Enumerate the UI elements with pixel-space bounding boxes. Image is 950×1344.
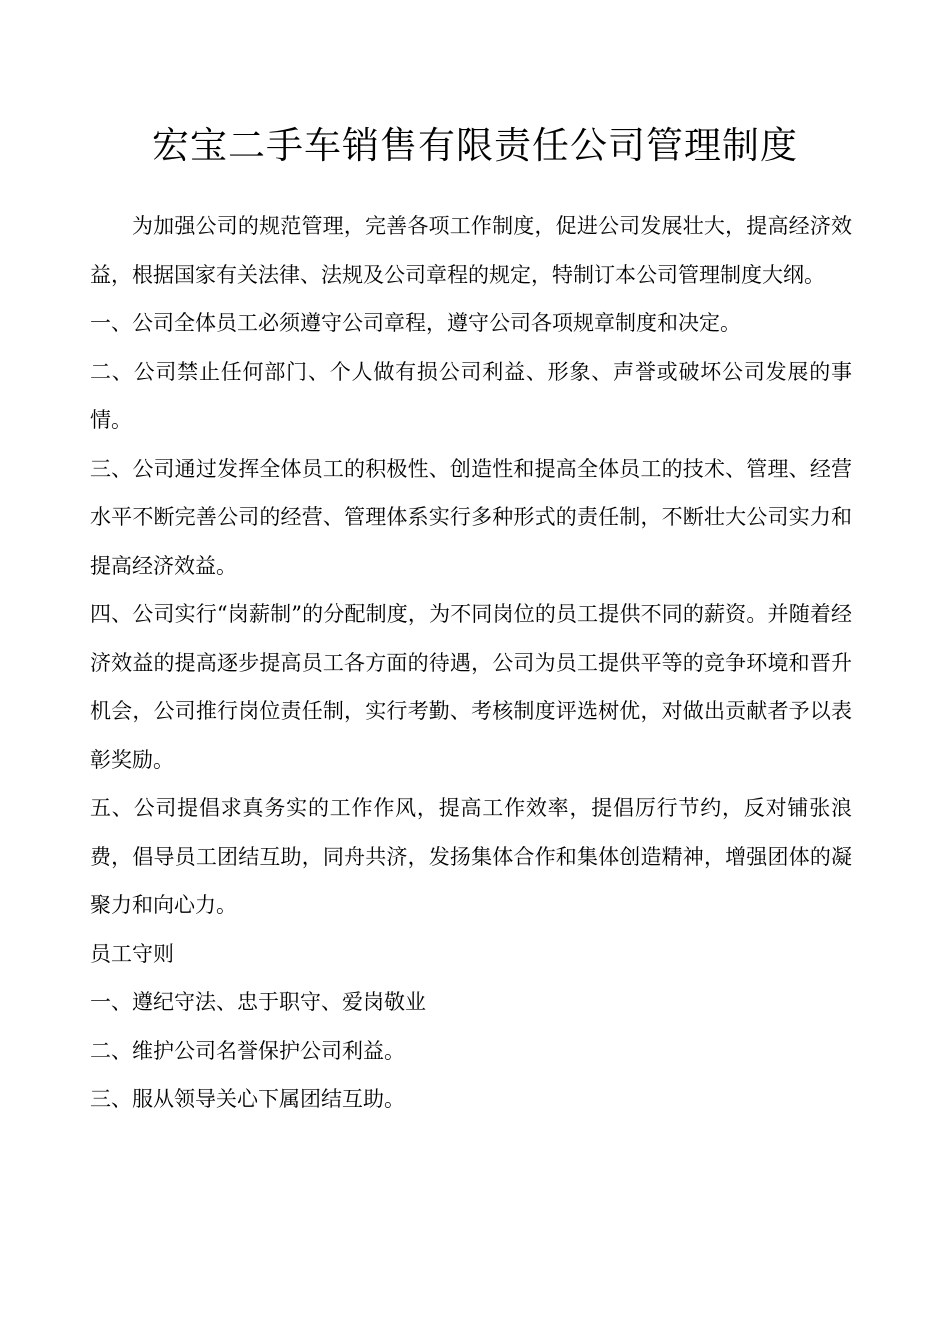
code-item-3: 三、服从领导关心下属团结互助。 [90, 1087, 405, 1111]
code-item-2: 二、维护公司名誉保护公司利益。 [90, 1038, 405, 1063]
code-item-1: 一、遵纪守法、忠于职守、爱岗敬业 [90, 990, 426, 1014]
clause-3: 三、公司通过发挥全体员工的积极性、创造性和提高全体员工的技术、管理、经营水平不断完善公司的经营、管理体系实行多种形式的责任制，不断壮大公司实力和提高经济效益。 [90, 456, 852, 578]
clause-2: 二、公司禁止任何部门、个人做有损公司利益、形象、声誉或破坏公司发展的事情。 [90, 359, 852, 432]
document-body [90, 202, 852, 1124]
clause-4: 四、公司实行“岗薪制”的分配制度，为不同岗位的员工提供不同的薪资。并随着经济效益的提高逐步提高员工各方面的待遇，公司为员工提供平等的竞争环境和晋升机会，公司推行岗位责任制，实行考勤、考核制度评选树优，对做出贡献者予以表彰奖励。 [90, 602, 852, 772]
clause-5: 五、公司提倡求真务实的工作作风，提高工作效率，提倡厉行节约，反对铺张浪费，倡导员工团结互助，同舟共济，发扬集体合作和集体创造精神，增强团体的凝聚力和向心力。 [90, 796, 852, 917]
clause-1: 一、公司全体员工必须遵守公司章程，遵守公司各项规章制度和决定。 [90, 311, 741, 335]
code-of-conduct-heading: 员工守则 [90, 941, 174, 966]
intro-paragraph: 为加强公司的规范管理，完善各项工作制度，促进公司发展壮大，提高经济效益，根据国家有关法律、法规及公司章程的规定，特制订本公司管理制度大纲。 [90, 214, 852, 287]
document-title: 宏宝二手车销售有限责任公司管理制度 [152, 124, 798, 167]
